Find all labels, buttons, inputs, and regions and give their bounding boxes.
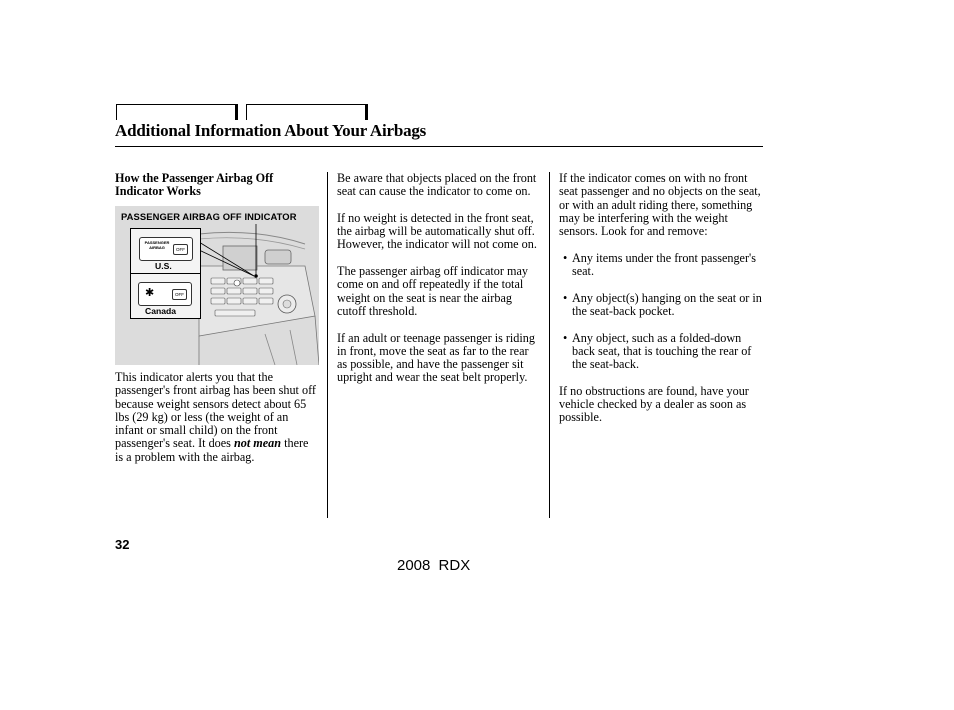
figure-caption: PASSENGER AIRBAG OFF INDICATOR [121, 211, 297, 222]
page-number: 32 [115, 537, 130, 552]
section-subheading: How the Passenger Airbag Off Indicator Works [115, 171, 274, 199]
column-2 [337, 172, 541, 398]
title-divider [115, 146, 763, 147]
obstruction-list [559, 252, 765, 372]
us-indicator-off: OFF [173, 244, 188, 255]
indicator-description [115, 371, 319, 464]
list-item: • Any items under the front passenger's seat. [563, 250, 756, 279]
body-text-end: there is a problem with the airbag. [115, 436, 309, 464]
paragraph-no-weight: If no weight is detected in the front seat, the airbag will be automatically shut off. However, the indicator will not come on. [337, 210, 537, 252]
canada-indicator-panel [138, 282, 192, 306]
column-divider-1 [327, 172, 328, 518]
canada-label: Canada [145, 306, 177, 316]
canada-indicator-off: OFF [172, 289, 187, 300]
list-item: • Any object, such as a folded-down back seat, that is touching the rear of the seat-back. [563, 330, 752, 372]
us-indicator-panel [139, 237, 193, 261]
paragraph-adult-passenger: If an adult or teenage passenger is riding in front, move the seat as far to the rear as possible, and have the passenger sit upright and wear the seat belt properly. [337, 330, 535, 385]
model-footer: 2008 RDX [397, 557, 471, 574]
passenger-airbag-icon: ✱ [145, 287, 155, 299]
us-indicator-text: PASSENGER AIRBAG [144, 240, 170, 250]
dashboard-figure [115, 206, 319, 365]
section-tab-1 [116, 104, 236, 120]
list-item: • Any object(s) hanging on the seat or in the seat-back pocket. [563, 290, 762, 318]
us-label: U.S. [155, 261, 172, 271]
column-3 [559, 172, 765, 438]
paragraph-interference: If the indicator comes on with no front seat passenger and no objects on the seat, or with an adult riding there, something may be interfering with the weight sensors. Look for and remove: [559, 171, 761, 239]
column-divider-2 [549, 172, 550, 518]
body-emphasis: not mean [233, 436, 282, 451]
section-tab-2 [246, 104, 366, 120]
paragraph-threshold: The passenger airbag off indicator may come on and off repeatedly if the total weight on the seat is near the airbag cutoff threshold. [337, 264, 528, 318]
paragraph-dealer: If no obstructions are found, have your vehicle checked by a dealer as soon as possible. [559, 383, 749, 425]
body-text-start: This indicator alerts you that the passenger's front airbag has been shut off because weight sensors detect about 65 lbs (29 kg) or less (the weight of an infant or small child) on the front passenger's seat. It does [115, 370, 316, 451]
paragraph-objects: Be aware that objects placed on the front seat can cause the indicator to come on. [337, 171, 537, 199]
page-title: Additional Information About Your Airbags [115, 121, 427, 140]
